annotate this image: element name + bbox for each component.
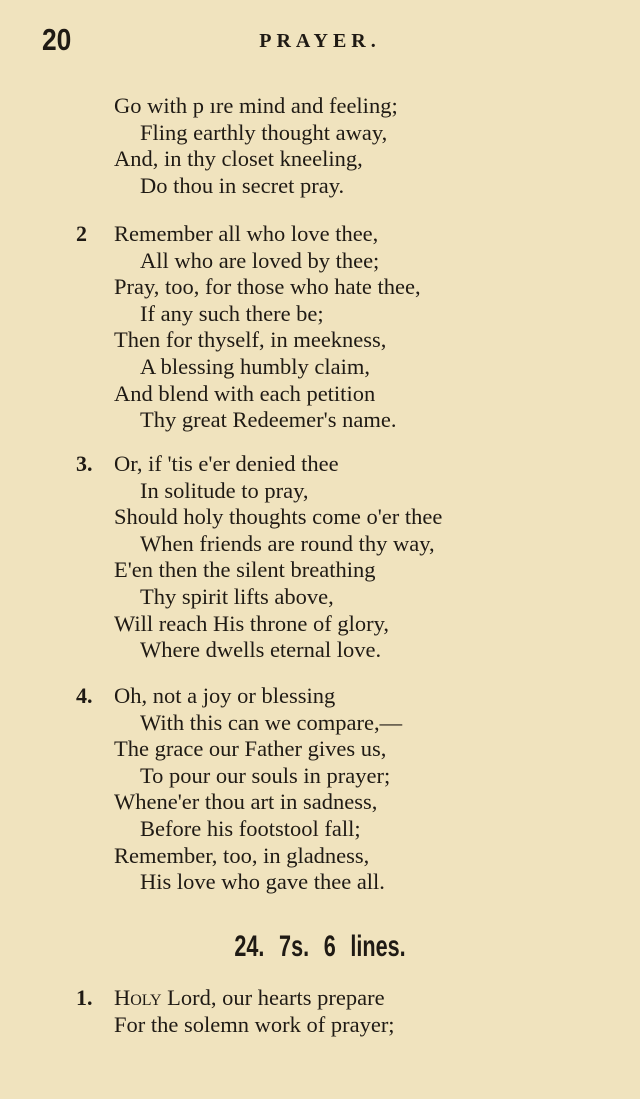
verse-line: With this can we compare,—	[140, 709, 403, 735]
running-title: PRAYER.	[259, 30, 381, 52]
verse-line: Whene'er thou art in sadness,	[114, 789, 378, 815]
verse-line: Do thou in secret pray.	[140, 172, 345, 198]
verse-line: And, in thy closet kneeling,	[114, 146, 363, 172]
verse-line: When friends are round thy way,	[140, 530, 435, 556]
verse-line: Pray, too, for those who hate thee,	[114, 274, 421, 300]
stanza-number: 2	[76, 221, 87, 246]
verse-line: Before his footstool fall;	[140, 816, 361, 841]
verse-line: To pour our souls in prayer;	[140, 762, 391, 788]
first-word: Holy	[114, 985, 162, 1010]
verse-line: Remember, too, in gladness,	[114, 842, 370, 868]
verse-line: Remember all who love thee,	[114, 221, 379, 246]
verse-line: The grace our Father gives us,	[114, 736, 387, 762]
verse-line: Fling earthly thought away,	[140, 119, 388, 145]
stanza-number: 4.	[76, 683, 93, 708]
hymn-heading: 24. 7s. 6 lines.	[234, 930, 406, 963]
verse-line: A blessing humbly claim,	[140, 354, 370, 379]
verse-line: And blend with each petition	[114, 380, 376, 406]
stanza-number: 3.	[76, 451, 93, 476]
verse-line	[114, 984, 385, 1011]
verse-line: E'en then the silent breathing	[114, 557, 376, 583]
verse-line: Thy spirit lifts above,	[140, 584, 334, 609]
verse-line: For the solemn work of prayer;	[114, 1012, 395, 1037]
verse-line: In solitude to pray,	[140, 477, 309, 503]
stanza-number: 1.	[76, 985, 93, 1010]
verse-line: Should holy thoughts come o'er thee	[114, 504, 443, 530]
verse-line: If any such there be;	[140, 300, 324, 326]
verse-line: All who are loved by thee;	[140, 247, 380, 273]
verse-line: Oh, not a joy or blessing	[114, 683, 336, 708]
verse-line: Thy great Redeemer's name.	[140, 407, 397, 433]
verse-line: Will reach His throne of glory,	[114, 610, 390, 636]
verse-line: Where dwells eternal love.	[140, 637, 382, 663]
page-number: 20	[42, 22, 72, 57]
verse-line: Go with p ıre mind and feeling;	[114, 93, 398, 118]
verse-line: Then for thyself, in meekness,	[114, 327, 387, 353]
verse-line: Or, if 'tis e'er denied thee	[114, 451, 339, 476]
verse-line-rest: Lord, our hearts prepare	[161, 985, 385, 1010]
verse-line: His love who gave thee all.	[140, 869, 385, 895]
